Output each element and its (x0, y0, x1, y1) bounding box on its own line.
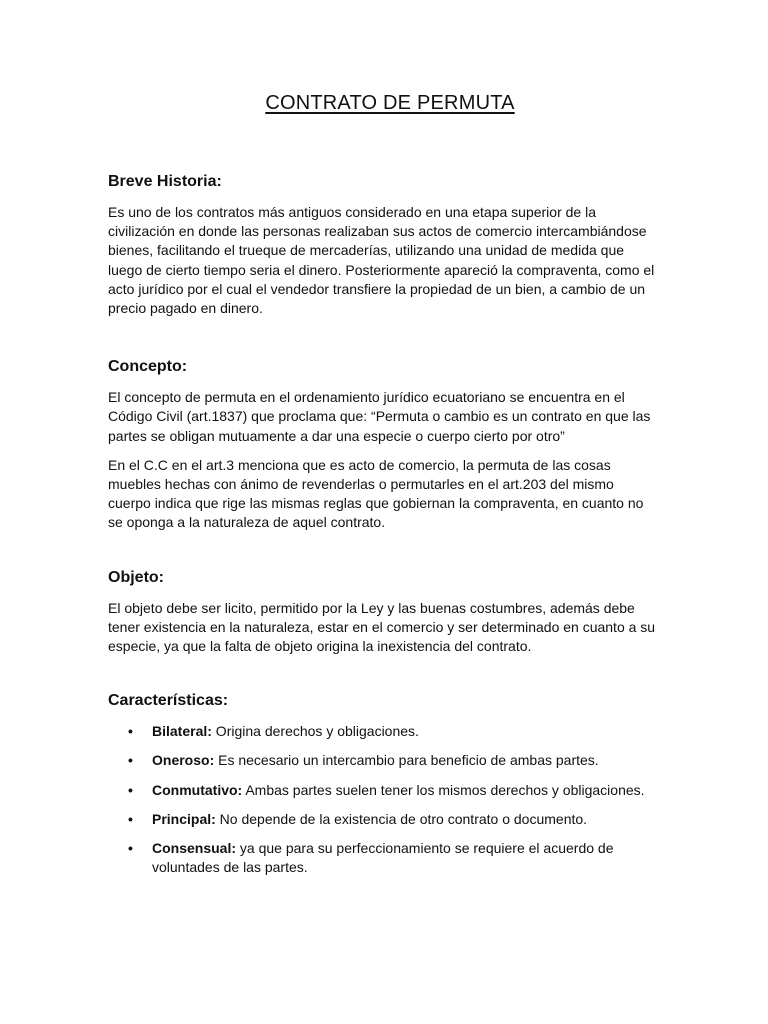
list-item-text: Es necesario un intercambio para beneficio de ambas partes. (214, 752, 599, 769)
list-item (108, 781, 658, 800)
bullet-icon: • (128, 781, 133, 798)
list-item (108, 839, 658, 877)
paragraph-historia: Es uno de los contratos más antiguos considerado en una etapa superior de la civilización en donde las personas realizaban sus actos de comercio intercambiándose bienes, facilitando el trueque de mercaderías, utilizando una unidad de medida que luego de cierto tiempo seria el dinero. Posteriormente apareció la compraventa, como el acto jurídico por el cual el vendedor transfiere la propiedad de un bien, a cambio de un precio pagado en dinero. (108, 204, 655, 317)
list-item-term: Bilateral: (152, 723, 212, 740)
list-item-term: Conmutativo: (152, 781, 243, 798)
section-heading-objeto: Objeto: (108, 568, 164, 586)
list-item-text: ya que para su perfeccionamiento se requiere el acuerdo de voluntades de las partes. (152, 840, 614, 876)
paragraph-objeto: El objeto debe ser licito, permitido por la Ley y las buenas costumbres, además debe tener existencia en la naturaleza, estar en el comercio y ser determinado en cuanto a su especie, ya que la falta de objeto origina la inexistencia del contrato. (108, 599, 656, 655)
list-item-term: Oneroso: (152, 752, 215, 769)
list-item-text: Ambas partes suelen tener los mismos derechos y obligaciones. (242, 781, 645, 798)
list-item-text: Origina derechos y obligaciones. (211, 723, 419, 740)
list-item (108, 810, 658, 829)
list-item (108, 722, 658, 741)
list-item-term: Consensual: (152, 840, 237, 857)
document-page (108, 92, 658, 887)
paragraph-concepto-1: El concepto de permuta en el ordenamiento jurídico ecuatoriano se encuentra en el Código Civil (art.1837) que proclama que: “Permuta o cambio es un contrato en que las partes se obligan mutuamente a dar una especie o cuerpo cierto por otro” (108, 389, 651, 444)
section-heading-concepto: Concepto: (108, 358, 188, 376)
characteristics-list (108, 722, 658, 877)
bullet-icon: • (128, 840, 133, 857)
bullet-icon: • (128, 723, 133, 740)
section-heading-caracteristicas: Características: (108, 692, 229, 710)
bullet-icon: • (128, 752, 133, 769)
list-item-term: Principal: (152, 810, 216, 827)
bullet-icon: • (128, 810, 133, 827)
list-item (108, 751, 658, 770)
list-item-text: No depende de la existencia de otro contrato o documento. (215, 810, 588, 827)
paragraph-concepto-2: En el C.C en el art.3 menciona que es acto de comercio, la permuta de las cosas muebles hechas con ánimo de revenderlas o permutarles en el art.203 del mismo cuerpo indica que rige las mismas reglas que gobiernan la compraventa, en cuanto no se oponga a la naturaleza de aquel contrato. (108, 456, 644, 531)
document-title: CONTRATO DE PERMUTA (265, 92, 515, 114)
section-heading-historia: Breve Historia: (108, 173, 222, 190)
